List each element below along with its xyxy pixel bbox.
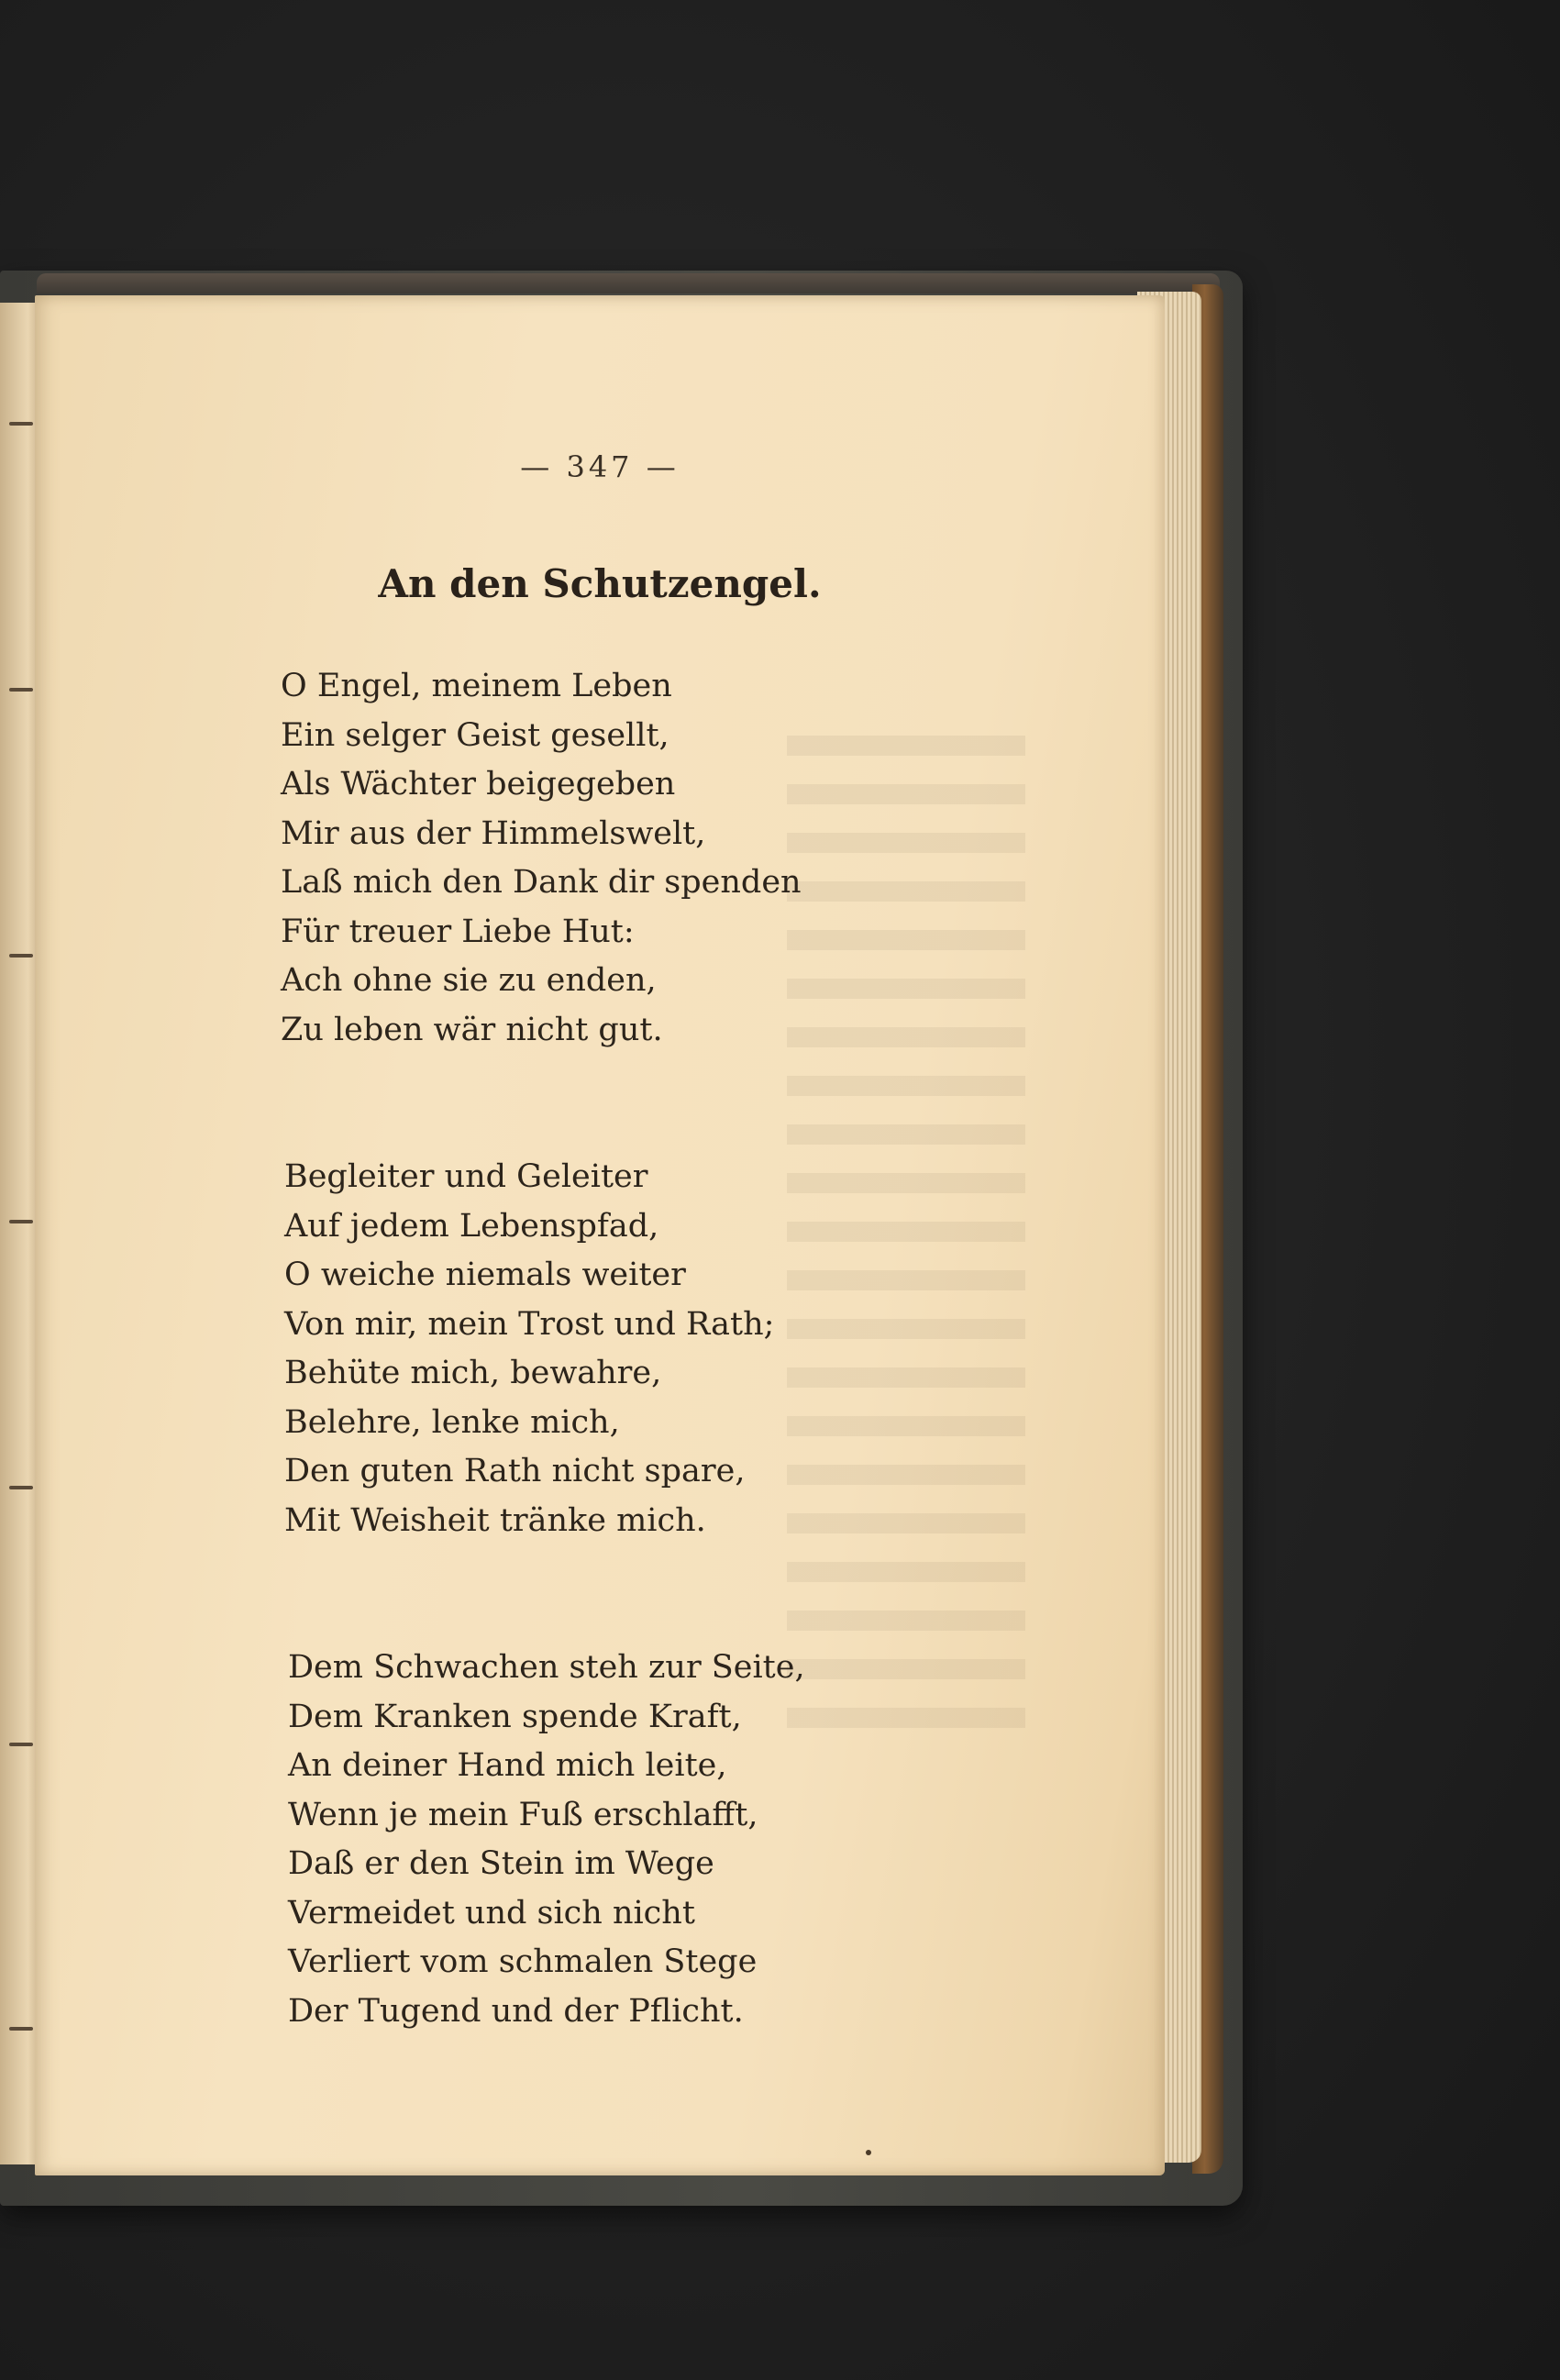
verse-line: An deiner Hand mich leite,	[288, 1747, 727, 1784]
binding-thread	[9, 1220, 33, 1223]
binding-thread	[9, 1486, 33, 1489]
verse-line: Dem Schwachen steh zur Seite,	[288, 1649, 805, 1686]
verse-line: Auf jedem Lebenspfad,	[284, 1207, 659, 1245]
page-speck	[866, 2150, 871, 2155]
binding-thread	[9, 688, 33, 692]
verse-line: Wenn je mein Fuß erschlafft,	[288, 1796, 758, 1833]
verse-line: Für treuer Liebe Hut:	[281, 913, 635, 950]
verse-line: Vermeidet und sich nicht	[288, 1894, 695, 1932]
verse-line: Dem Kranken spende Kraft,	[288, 1698, 742, 1735]
book-page	[35, 295, 1165, 2175]
binding-thread	[9, 954, 33, 958]
verse-line: O Engel, meinem Leben	[281, 668, 672, 704]
page-number: — 347 —	[520, 449, 680, 484]
verse-line: Als Wächter beigegeben	[281, 766, 676, 803]
verse-line: Behüte mich, bewahre,	[284, 1355, 662, 1391]
poem-title: An den Schutzengel.	[378, 561, 822, 606]
verse-line: Von mir, mein Trost und Rath;	[284, 1305, 775, 1343]
verse-line: Ein selger Geist gesellt,	[281, 716, 669, 754]
binding-thread	[9, 2027, 33, 2031]
verse-line: Begleiter und Geleiter	[284, 1158, 648, 1195]
verse-line: Mit Weisheit tränke mich.	[284, 1501, 706, 1539]
verse-line: Laß mich den Dank dir spenden	[281, 864, 802, 901]
verse-line: Ach ohne sie zu enden,	[281, 962, 657, 999]
verse-line: Belehre, lenke mich,	[284, 1403, 620, 1441]
stanza-3	[281, 1644, 1106, 2036]
verse-line: O weiche niemals weiter	[284, 1256, 686, 1293]
stanza-1	[281, 662, 1106, 1055]
verse-line: Der Tugend und der Pflicht.	[288, 1992, 744, 2030]
poem-body	[281, 662, 1106, 2036]
verse-line: Verliert vom schmalen Stege	[288, 1943, 758, 1980]
binding-thread	[9, 422, 33, 426]
verse-line: Daß er den Stein im Wege	[288, 1845, 714, 1882]
stanza-2	[281, 1153, 1106, 1545]
left-page-gutter	[0, 303, 37, 2164]
verse-line: Zu leben wär nicht gut.	[281, 1011, 663, 1048]
binding-thread	[9, 1743, 33, 1746]
verse-line: Den guten Rath nicht spare,	[284, 1453, 746, 1489]
book-cover-top-edge	[37, 273, 1220, 293]
verse-line: Mir aus der Himmelswelt,	[281, 814, 706, 852]
